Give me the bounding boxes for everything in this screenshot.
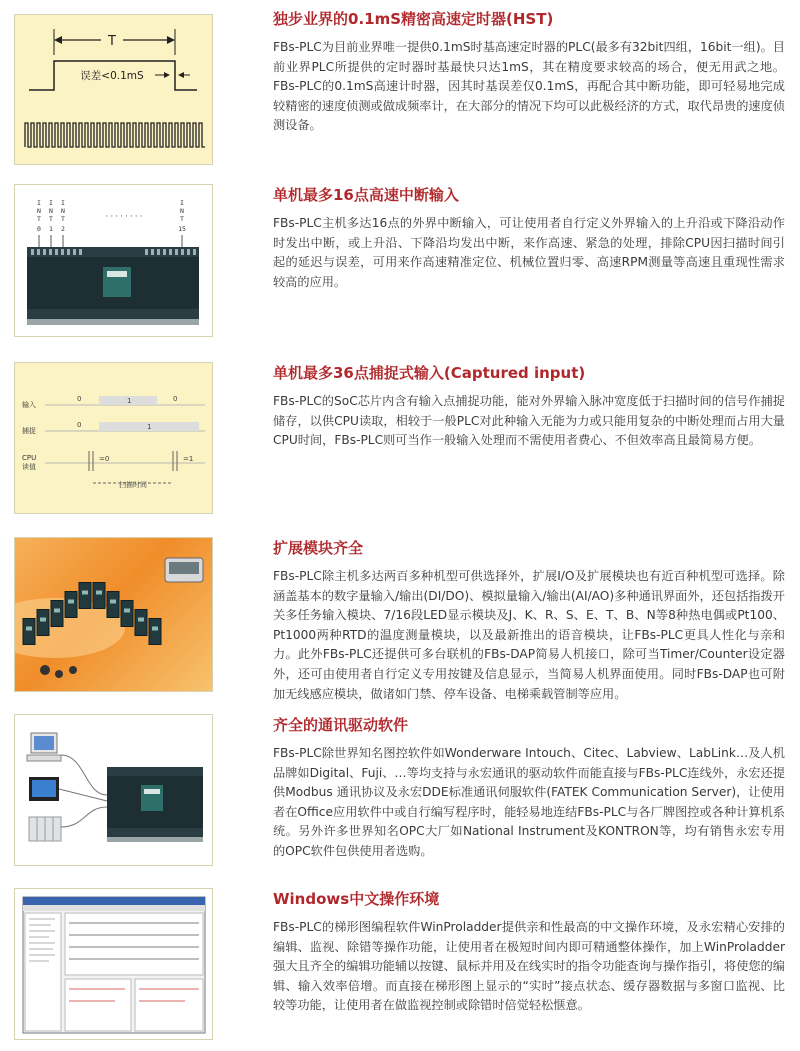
svg-text:=0: =0 [99,455,110,463]
svg-text:CPU: CPU [22,454,37,462]
expansion-module [37,610,49,636]
communication-figure [14,714,213,866]
int-number: 0 [37,225,41,233]
expansion-module [107,592,119,618]
t-label: T [108,34,116,49]
svg-text:0: 0 [77,395,82,403]
communication-diagram [15,715,212,865]
int-number: 15 [178,225,186,233]
hst-timing-diagram [15,15,212,164]
svg-text:1: 1 [127,397,132,405]
expansion-module [65,592,77,618]
section-title: 齐全的通讯驱动软件 [273,716,409,734]
scan-time-label: 扫描时间 [119,481,147,489]
plc-interrupt-diagram [15,185,212,336]
interrupt-figure [14,184,213,337]
row-label-input: 输入 [22,401,36,409]
svg-text:N: N [180,207,184,215]
expansion-module [149,619,161,645]
section-body: FBs-PLC除世界知名图控软件如Wonderware Intouch、Citec、Labview、LabLink…及人机品牌如Digital、Fuji、…等均支持与永宏通讯的驱动软件而能直接与FBs-PLC连线外，永宏还提供Modbus 通讯协议及永宏DDE标准通讯伺服软件(FATEK Communication Server)，让使用者在Office应用软件中或自行编写程序时，能轻易地连结FBs-PLC与各厂牌图控或各种计算机系统。另外许多世界知名OPC大厂如National Instrument及KONTRON等，均有销售永宏专用的OPC软件包供使用者选购。 [273,746,785,858]
svg-text:N: N [61,207,65,215]
svg-text:I: I [180,199,184,207]
svg-text:T: T [37,215,41,223]
expansion-module [121,601,133,627]
expansion-module [23,619,35,645]
svg-text:0: 0 [77,421,82,429]
modules-illustration [15,538,212,691]
svg-text:I: I [61,199,65,207]
error-label: 误差<0.1mS [80,70,144,82]
svg-text:N: N [37,207,41,215]
section-title: 扩展模块齐全 [273,539,364,557]
capture-figure [14,362,213,514]
section-body: FBs-PLC的梯形图编程软件WinProladder提供亲和性最高的中文操作环境，及永宏精心安排的编辑、监视、除错等操作功能，让使用者在极短时间内即可精通整体操作，加上WinProladder强大且齐全的编辑功能辅以按键、鼠标并用及在线实时的指令功能查询与操作指引，将使您的编辑、输入效率倍增。而直接在梯形图上显示的“实时”接点状态、缓存器数据与多窗口监视、比较等功能，让使用者在做监视控制或除错时倍觉轻松惬意。 [273,920,785,1013]
svg-text:T: T [61,215,65,223]
svg-text:N: N [49,207,53,215]
svg-text:I: I [37,199,41,207]
section-title: 单机最多16点高速中断输入 [273,186,459,204]
clock-pulse-train [25,123,205,147]
int-number: 1 [49,225,53,233]
section-body: FBs-PLC主机多达16点的外界中断输入，可让使用者自行定义外界输入的上升沿或下降沿动作时发出中断，或上升沿、下降沿均发出中断，来作高速、紧急的处理，排除CPU因扫描时间引起的延迟与误差，可用来作高速精准定位、机械位置归零、高速RPM测量等高速且重现性需求较高的应用。 [273,216,785,289]
software-window-illustration [15,889,212,1039]
winproladder-screenshot [14,888,213,1040]
expansion-module [79,583,91,609]
expansion-modules-photo [14,537,213,692]
section-body: FBs-PLC除主机多达两百多种机型可供选择外，扩展I/O及扩展模块也有近百种机型可选择。除涵盖基本的数字量输入/输出(DI/DO)、模拟量输入/输出(AI/AO)多种通讯界面外，还包括指拨开关多任务输入模块、7/16段LED显示模块及J、K、R、S、E、T、B、N等8种热电偶或Pt100、Pt1000两种RTD的温度测量模块，以及最新推出的语音模块，让FBs-PLC更具人性化与亲和力。此外FBs-PLC还提供可多台联机的FBs-DAP简易人机接口，除可当Timer/Counter设定器外，还可由使用者自行定义专用按键及信息显示，当简易人机界面使用。同时FBs-DAP也可附加无线感应模块，做诸如门禁、停车设备、电梯乘载管制等应用。 [273,569,785,701]
svg-text:读值: 读值 [22,463,36,471]
svg-text:········: ········ [105,212,145,222]
svg-text:T: T [49,215,53,223]
expansion-module [135,610,147,636]
section-title: 单机最多36点捕捉式输入(Captured input) [273,364,586,382]
svg-text:I: I [49,199,53,207]
section-body: FBs-PLC的SoC芯片内含有输入点捕捉功能，能对外界输入脉冲宽度低于扫描时间的信号作捕捉储存，以供CPU读取，相较于一般PLC对此种输入无能为力或只能用复杂的中断处理而占用大量CPU时间，FBs-PLC则可当作一般输入处理而不需使用者费心、不但效率高且最简易方便。 [273,394,785,448]
svg-text:0: 0 [173,395,178,403]
section-title: 独步业界的0.1mS精密高速定时器(HST) [273,10,554,28]
section-title: Windows中文操作环境 [273,890,440,908]
row-label-capture: 捕捉 [22,427,36,435]
section-body: FBs-PLC为目前业界唯一提供0.1mS时基高速定时器的PLC(最多有32bit四组，16bit一组)。目前业界PLC所提供的定时器时基最快只达1mS，其在精度要求较高的场合，便无用武之地。FBs-PLC的0.1mS高速计时器，因其时基误差仅0.1mS，再配合其中断功能，即可轻易地完成较精密的速度侦测或做成频率计，在大部分的情况下均可以此极经济的方式，取代昂贵的速度侦测设备。 [273,40,785,133]
svg-text:T: T [180,215,184,223]
svg-text:1: 1 [147,423,152,431]
expansion-module [51,601,63,627]
int-number: 2 [61,225,65,233]
svg-text:=1: =1 [183,455,194,463]
expansion-module [93,583,105,609]
capture-timing-diagram [15,363,212,513]
hst-timing-figure [14,14,213,165]
